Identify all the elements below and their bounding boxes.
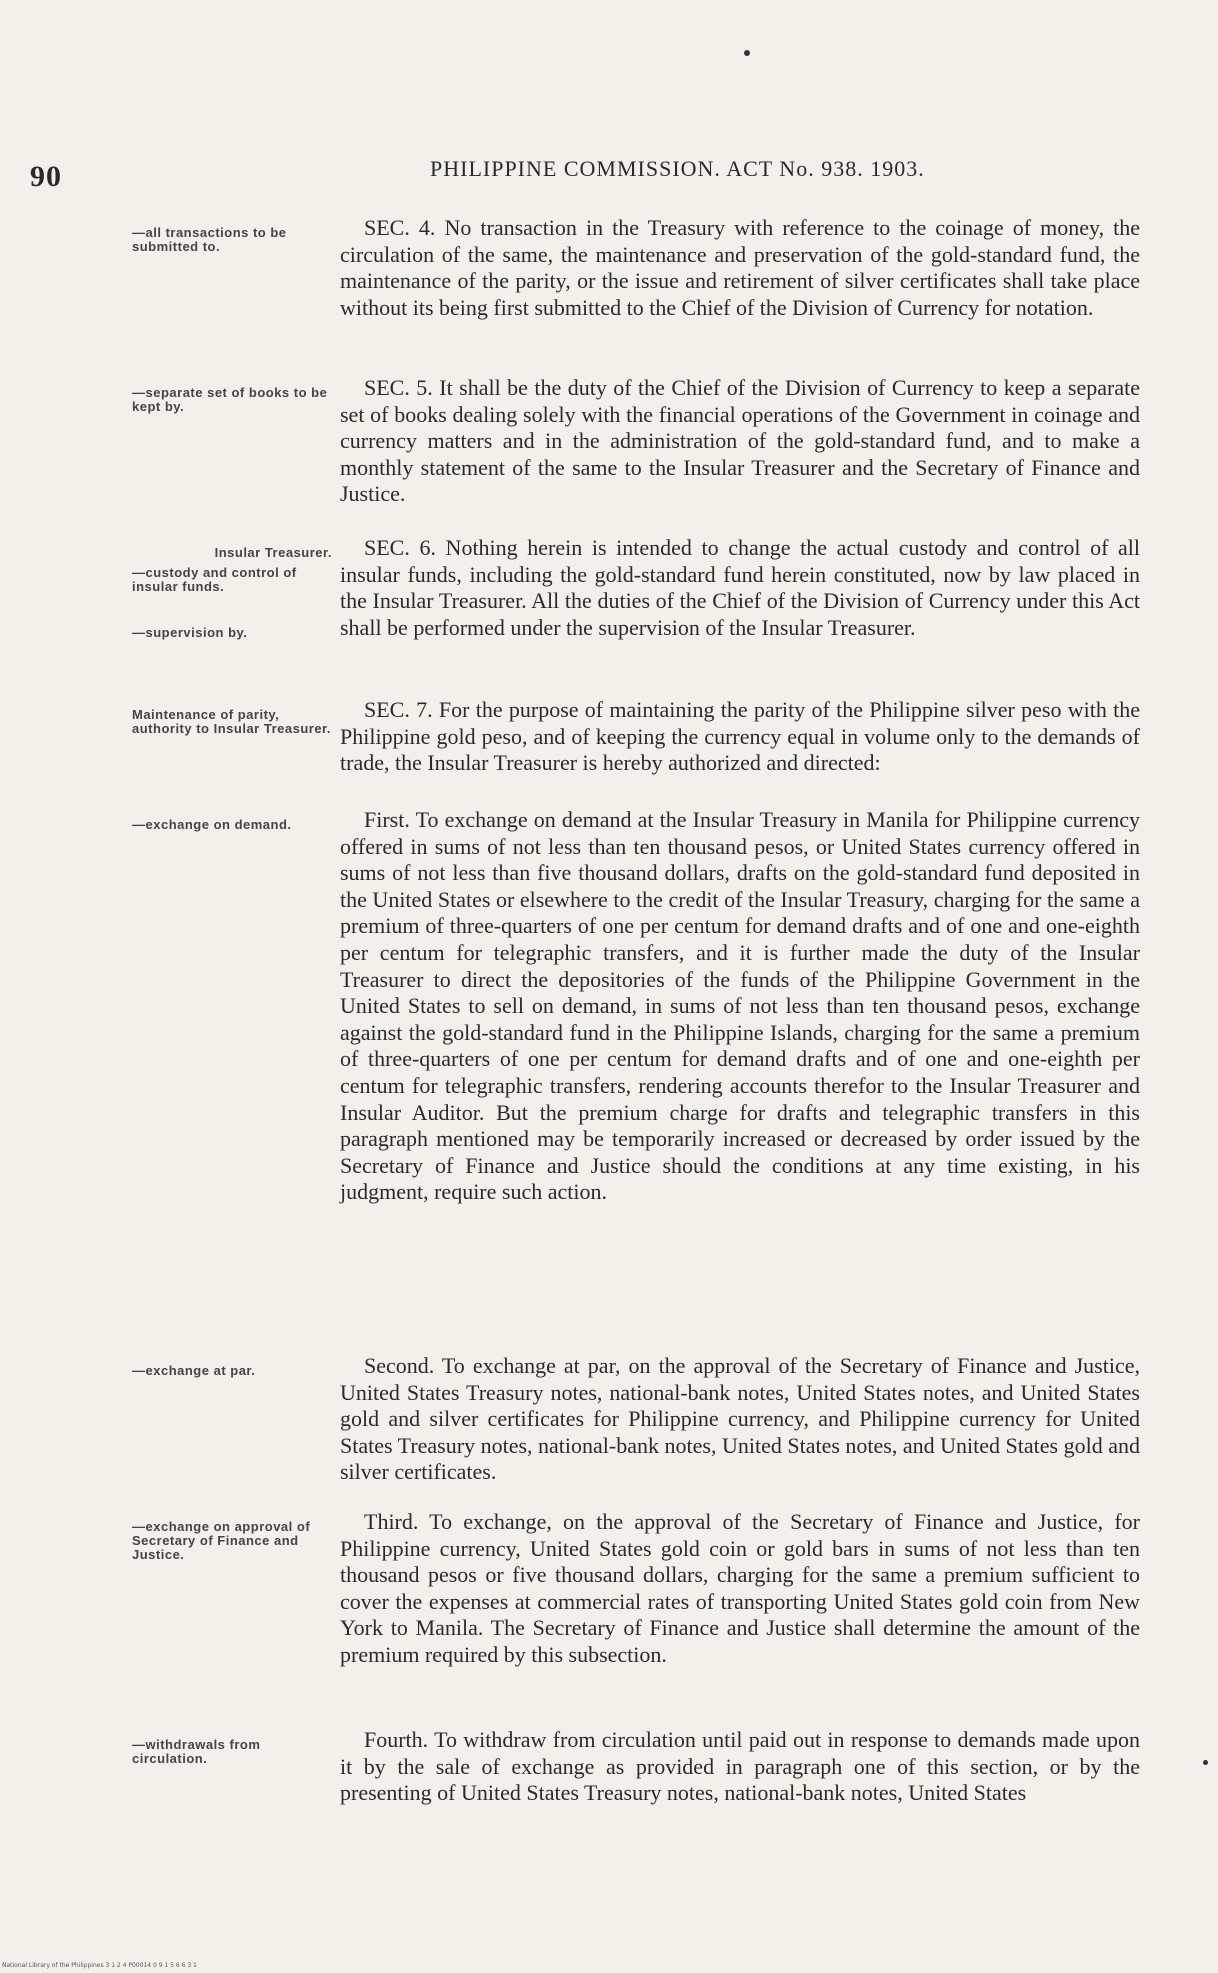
section-4 xyxy=(340,215,1140,321)
ink-speck xyxy=(1203,1760,1208,1765)
paragraph: Second. To exchange at par, on the approval of the Secretary of Finance and Justice, United States Treasury notes, national-bank notes, United States notes, and United States gold and silver certificates for Philippine currency, and Philippine currency for United States Treasury notes, national-bank notes, United States notes, and United States gold and silver certificates. xyxy=(340,1353,1140,1485)
sidenote-maintenance-of-parity: Maintenance of parity, authority to Insular Treasurer. xyxy=(132,707,331,736)
sidenote-transactions: —all transactions to be submitted to. xyxy=(132,225,287,254)
sidenote-exchange-on-demand: —exchange on demand. xyxy=(132,817,292,832)
ink-speck xyxy=(744,50,750,56)
sidenote-supervision: —supervision by. xyxy=(132,625,248,640)
subsection-fourth xyxy=(340,1727,1140,1807)
running-head: PHILIPPINE COMMISSION. ACT No. 938. 1903. xyxy=(430,156,925,181)
sidenote-insular-treasurer: Insular Treasurer. xyxy=(214,545,332,560)
sidenote-exchange-at-par: —exchange at par. xyxy=(132,1363,256,1378)
section-6 xyxy=(340,535,1140,641)
subsection-second xyxy=(340,1353,1140,1486)
paragraph: Third. To exchange, on the approval of the Secretary of Finance and Justice, for Philippine currency, United States gold coin or gold bars in sums of not less than ten thousand pesos or five thousand dollars, charging for the same a premium sufficient to cover the expenses at commercial rates of transporting United States gold coin from New York to Manila. The Secretary of Finance and Justice shall determine the amount of the premium required by this subsection. xyxy=(340,1509,1140,1667)
paragraph: SEC. 7. For the purpose of maintaining the parity of the Philippine silver peso with the Philippine gold peso, and of keeping the currency equal in volume only to the demands of trade, the Insular Treasurer is hereby authorized and directed: xyxy=(340,697,1140,776)
sidenote-separate-books: —separate set of books to be kept by. xyxy=(132,385,328,414)
paragraph: SEC. 5. It shall be the duty of the Chief of the Division of Currency to keep a separate set of books dealing solely with the financial operations of the Government in coinage and currency matters and in the administration of the gold-standard fund, and to make a monthly statement of the same to the Insular Treasurer and the Secretary of Finance and Justice. xyxy=(340,375,1140,507)
sidenote-withdrawals: —withdrawals from circulation. xyxy=(132,1737,261,1766)
subsection-first xyxy=(340,807,1140,1206)
paragraph: Fourth. To withdraw from circulation until paid out in response to demands made upon it by the sale of exchange as provided in paragraph one of this section, or by the presenting of United States Treasury notes, national-bank notes, United States xyxy=(340,1727,1140,1806)
subsection-third xyxy=(340,1509,1140,1669)
paragraph: SEC. 6. Nothing herein is intended to change the actual custody and control of all insular funds, including the gold-standard fund herein constituted, now by law placed in the Insular Treasurer. All the duties of the Chief of the Division of Currency under this Act shall be performed under the supervision of the Insular Treasurer. xyxy=(340,535,1140,640)
sidenote-exchange-on-approval: —exchange on approval of Secretary of Finance and Justice. xyxy=(132,1519,311,1562)
paragraph: SEC. 4. No transaction in the Treasury with reference to the coinage of money, the circulation of the same, the maintenance and preservation of the gold-standard fund, the maintenance of the parity, or the issue and retirement of silver certificates shall take place without its being first submitted to the Chief of the Division of Currency for notation. xyxy=(340,215,1140,320)
paragraph: First. To exchange on demand at the Insular Treasury in Manila for Philippine currency offered in sums of not less than ten thousand pesos, or United States currency offered in sums of not less than five thousand dollars, drafts on the gold-standard fund deposited in the United States or elsewhere to the credit of the Insular Treasury, charging for the same a premium of three-quarters of one per centum for demand drafts and of one and one-eighth per centum for telegraphic transfers, and it is further made the duty of the Insular Treasurer to direct the depositories of the funds of the Philippine Government in the United States to sell on demand, in sums of not less than ten thousand pesos, exchange against the gold-standard fund in the Philippine Islands, charging for the same a premium of three-quarters of one per centum for demand drafts and of one and one-eighth per centum for telegraphic transfers, rendering accounts therefor to the Insular Treasurer and Insular Auditor. But the premium charge for drafts and telegraphic transfers in this paragraph mentioned may be temporarily increased or decreased by order issued by the Secretary of Finance and Justice should the conditions at any time existing, in his judgment, require such action. xyxy=(340,807,1140,1205)
scan-footer: National Library of the Philippines 3 1 2 4 P00014 0 9 1 5 6 6 3 1 xyxy=(2,1962,197,1969)
section-5 xyxy=(340,375,1140,508)
page-number: 90 xyxy=(30,160,62,193)
sidenote-custody: —custody and control of insular funds. xyxy=(132,565,297,594)
section-7 xyxy=(340,697,1140,777)
